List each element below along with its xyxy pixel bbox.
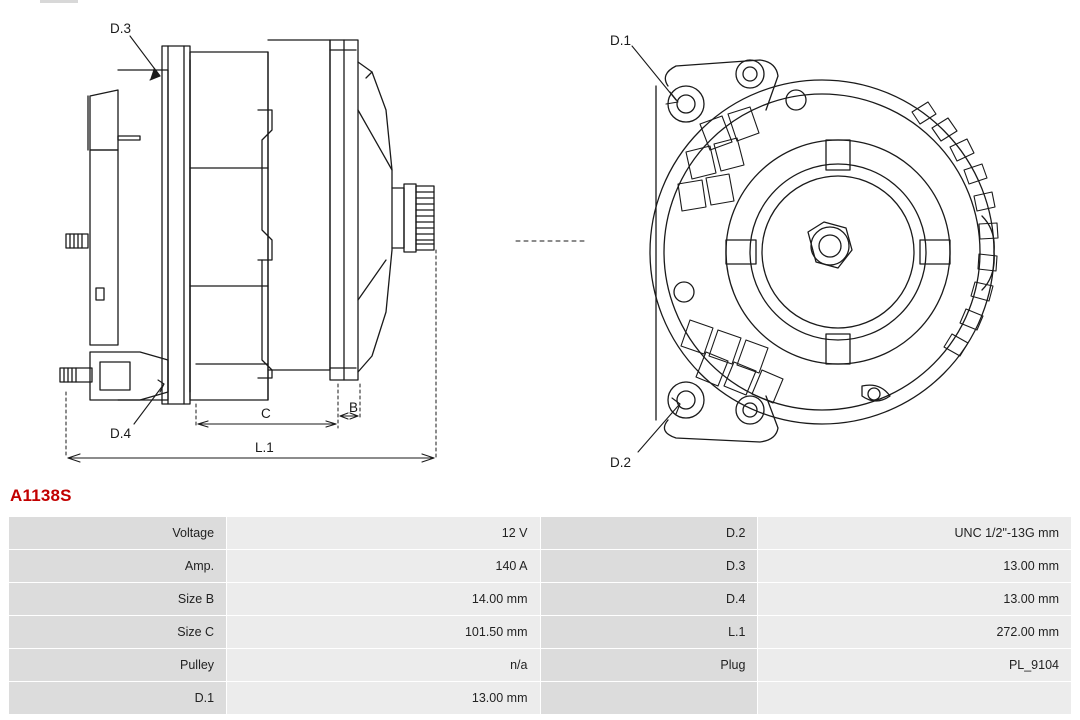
- spec-label: Pulley: [9, 649, 227, 682]
- spec-label: Plug: [540, 649, 758, 682]
- spec-label: D.2: [540, 517, 758, 550]
- label-d3: D.3: [110, 21, 132, 36]
- spec-label: Amp.: [9, 550, 227, 583]
- table-row: [9, 682, 1072, 715]
- spec-label: Voltage: [9, 517, 227, 550]
- label-b: B: [349, 400, 359, 415]
- specification-table: [8, 516, 1072, 715]
- spec-value: 13.00 mm: [758, 583, 1072, 616]
- table-row: [9, 616, 1072, 649]
- label-c: C: [261, 406, 271, 421]
- spec-value: UNC 1/2"-13G mm: [758, 517, 1072, 550]
- table-row: [9, 649, 1072, 682]
- table-row: [9, 583, 1072, 616]
- spec-value: 14.00 mm: [227, 583, 540, 616]
- part-code-title: A1138S: [10, 486, 72, 505]
- spec-value: 13.00 mm: [227, 682, 540, 715]
- label-d4: D.4: [110, 426, 132, 441]
- spec-value: 140 A: [227, 550, 540, 583]
- spec-label-empty: [540, 682, 758, 715]
- spec-label: D.1: [9, 682, 227, 715]
- spec-label: D.4: [540, 583, 758, 616]
- spec-value: n/a: [227, 649, 540, 682]
- leader-lines: [130, 36, 164, 424]
- spec-label: L.1: [540, 616, 758, 649]
- spec-value: 13.00 mm: [758, 550, 1072, 583]
- spec-value-empty: [758, 682, 1072, 715]
- spec-label: Size C: [9, 616, 227, 649]
- front-view-drawing: [650, 60, 998, 442]
- label-d2: D.2: [610, 455, 632, 470]
- spec-value: PL_9104: [758, 649, 1072, 682]
- table-row: [9, 550, 1072, 583]
- table-row: [9, 517, 1072, 550]
- spec-value: 272.00 mm: [758, 616, 1072, 649]
- label-d1: D.1: [610, 33, 632, 48]
- spec-label: Size B: [9, 583, 227, 616]
- side-view-drawing: [60, 40, 434, 404]
- label-l1: L.1: [255, 440, 274, 455]
- spec-value: 101.50 mm: [227, 616, 540, 649]
- spec-label: D.3: [540, 550, 758, 583]
- spec-value: 12 V: [227, 517, 540, 550]
